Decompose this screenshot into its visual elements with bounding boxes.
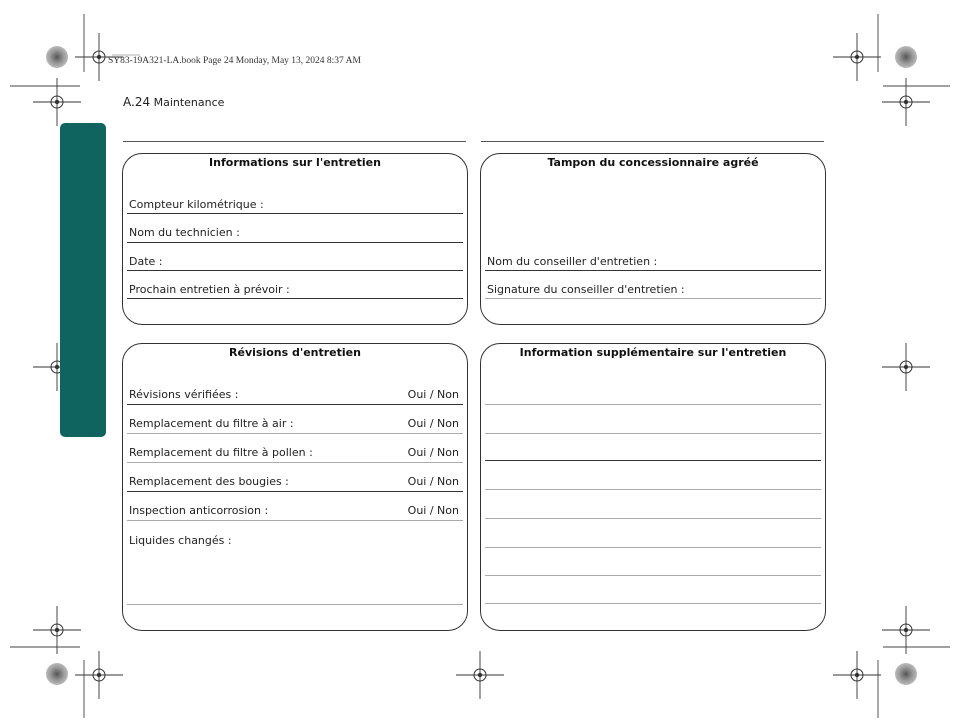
field-label: Nom du technicien : [129, 226, 240, 239]
field-line [127, 298, 463, 299]
yes-no-choice[interactable]: Oui / Non [407, 417, 459, 430]
field-label: Nom du conseiller d'entretien : [487, 255, 658, 268]
maintenance-info-panel [122, 153, 468, 325]
writing-line [485, 547, 821, 548]
crosshair-mark [833, 651, 881, 699]
panel-title: Informations sur l'entretien [209, 156, 381, 169]
chapter-tab [60, 123, 106, 437]
yes-no-choice[interactable]: Oui / Non [407, 446, 459, 459]
checklist-row[interactable] [127, 463, 463, 491]
crosshair-mark [75, 651, 123, 699]
field-label: Compteur kilométrique : [129, 198, 264, 211]
checklist-row[interactable] [127, 376, 463, 404]
dealer-stamp-panel [480, 153, 826, 325]
panel-title: Information supplémentaire sur l'entretien [519, 346, 787, 359]
yes-no-choice[interactable]: Oui / Non [407, 475, 459, 488]
yes-no-choice[interactable]: Oui / Non [407, 388, 459, 401]
crosshair-mark [33, 78, 81, 126]
registration-dot [895, 46, 917, 68]
header-rule-right [481, 141, 824, 142]
writing-line [485, 404, 821, 405]
field-line [127, 520, 463, 521]
writing-line [485, 518, 821, 519]
section-number: A.24 [123, 95, 151, 109]
yes-no-choice[interactable]: Oui / Non [407, 504, 459, 517]
writing-line [485, 603, 821, 604]
checklist-row[interactable] [127, 434, 463, 462]
checklist-label: Révisions vérifiées : [129, 388, 239, 401]
registration-dot [46, 46, 68, 68]
revisions-panel [122, 343, 468, 631]
form-field-row[interactable] [485, 271, 821, 299]
form-field-row[interactable] [127, 214, 463, 242]
field-line [485, 298, 821, 299]
form-field-row[interactable] [485, 243, 821, 271]
form-field-row[interactable] [127, 271, 463, 299]
checklist-label: Inspection anticorrosion : [129, 504, 269, 517]
header-rule-left [123, 141, 466, 142]
writing-line [485, 575, 821, 576]
writing-line [485, 433, 821, 434]
registration-dot [46, 663, 68, 685]
writing-line [485, 460, 821, 461]
crosshair-mark [882, 78, 930, 126]
panel-title: Tampon du concessionnaire agréé [547, 156, 759, 169]
checklist-row[interactable] [127, 492, 463, 520]
registration-dot [895, 663, 917, 685]
checklist-label: Remplacement des bougies : [129, 475, 289, 488]
fluids-row[interactable] [127, 522, 463, 550]
field-label: Signature du conseiller d'entretien : [487, 283, 685, 296]
additional-info-panel[interactable] [480, 343, 826, 631]
checklist-label: Remplacement du filtre à air : [129, 417, 294, 430]
checklist-row[interactable] [127, 405, 463, 433]
writing-line [485, 489, 821, 490]
checklist-label: Remplacement du filtre à pollen : [129, 446, 313, 459]
field-label: Prochain entretien à prévoir : [129, 283, 290, 296]
form-field-row[interactable] [127, 186, 463, 214]
fluids-label: Liquides changés : [129, 534, 232, 547]
crosshair-mark [456, 651, 504, 699]
section-reference [123, 95, 224, 109]
print-slug-line: SY83-19A321-LA.book Page 24 Monday, May 13, 2024 8:37 AM [108, 56, 361, 66]
form-field-row[interactable] [127, 243, 463, 271]
field-label: Date : [129, 255, 163, 268]
crosshair-mark [833, 33, 881, 81]
panel-title: Révisions d'entretien [229, 346, 361, 359]
field-line [127, 604, 463, 605]
crosshair-mark [882, 343, 930, 391]
section-title: Maintenance [153, 96, 225, 109]
